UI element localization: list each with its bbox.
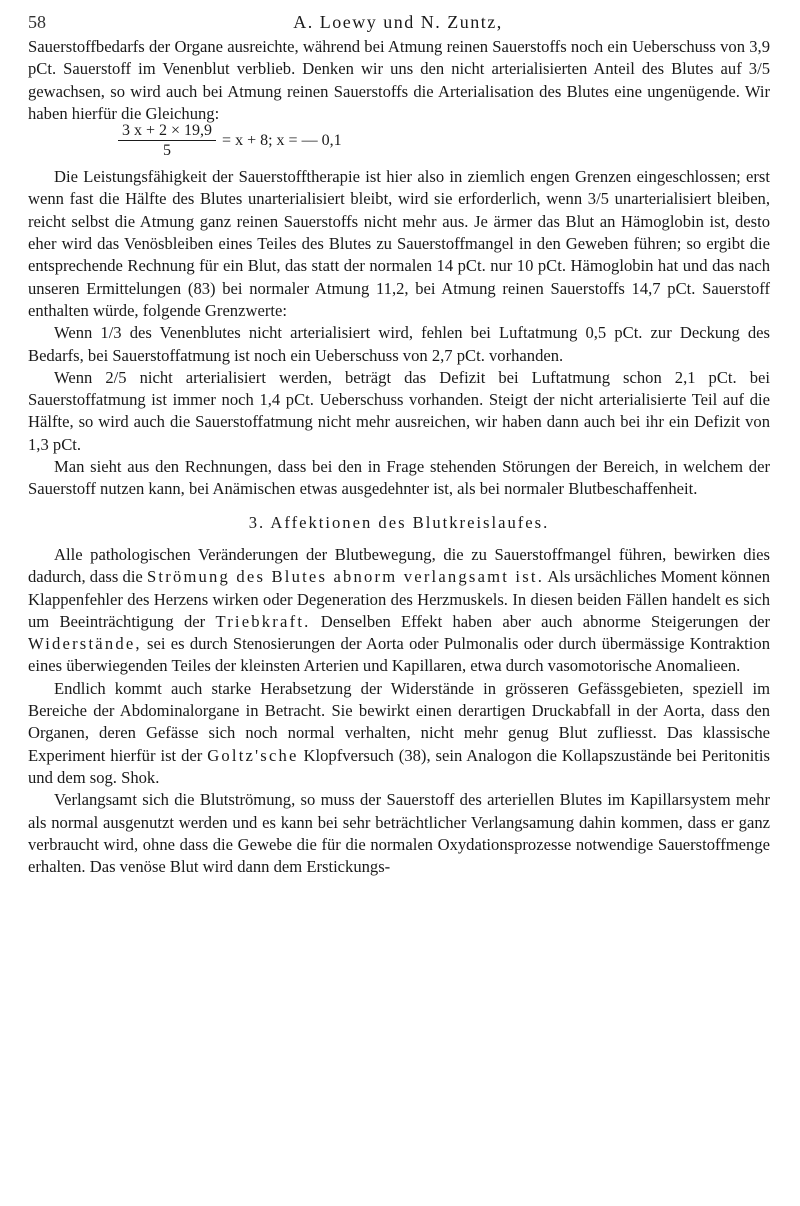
paragraph-anemic-conclusion: Man sieht aus den Rechnungen, dass bei den in Frage stehenden Störungen der Bereich, in welchem der Sauerstoff nutzen kann, bei Anämischen etwas ausgedehnter ist, als bei normaler Blutbeschaffenheit. — [28, 457, 770, 499]
equation-fraction — [118, 122, 216, 160]
text-run: Klopfversuch (38), sein Analogon die Kollapszustände bei Peritonitis und dem sog. Shok. — [28, 745, 770, 787]
emphasis-spaced: Widerstände, — [28, 634, 142, 654]
running-title: A. Loewy und N. Zuntz, — [293, 12, 503, 32]
body-text — [28, 36, 770, 878]
equation-denominator: 5 — [163, 142, 172, 160]
paragraph-two-fifths-case: Wenn 2/5 nicht arterialisiert werden, beträgt das Defizit bei Luftatmung schon 2,1 pCt. bei Sauerstoffatmung ist immer noch 1,4 pCt. Ueberschuss vorhanden. Steigt der nicht arterialisierte Teil auf die Hälfte, so wird auch die Sauerstoffatmung nicht mehr ausreichen, wir haben dann auch bei ihr ein Defizit von 1,3 pCt. — [28, 367, 770, 454]
paragraph-one-third-case: Wenn 1/3 des Venenblutes nicht arterialisiert wird, fehlen bei Luftatmung 0,5 pCt. zur Deckung des Bedarfs, bei Sauerstoffatmung ist noch ein Ueberschuss von 2,7 pCt. vorhanden. — [28, 323, 770, 365]
paragraph-resistance-reduction — [28, 678, 770, 789]
section-heading: 3. Affektionen des Blutkreislaufes. — [248, 512, 550, 532]
emphasis-spaced: Triebkraft. — [215, 611, 311, 631]
text-run: sei es durch Stenosierungen der Aorta oder Pulmonalis oder durch übermässige Kontraktion eines überwiegenden Teiles der kleinsten Arterien und Kapillaren, etwa durch vasomotorische Anomalieen. — [28, 634, 770, 676]
text-run: Denselben Effekt haben aber auch abnorme Steigerungen der — [320, 611, 771, 631]
equation-numerator: 3 x + 2 × 19,9 — [118, 122, 216, 141]
book-page — [28, 0, 790, 1206]
page-number: 58 — [28, 12, 46, 32]
text-run: Als ursächliches Moment können Klappenfehler des Herzens wirken oder Degeneration des Herzmuskels. In diesen beiden Fällen handelt es sich um Beeinträchtigung der — [28, 567, 770, 631]
running-head — [28, 10, 768, 34]
equation-result: = x + 8; x = — 0,1 — [222, 132, 342, 150]
paragraph-slowed-flow: Verlangsamt sich die Blutströmung, so muss der Sauerstoff des arteriellen Blutes im Kapillarsystem mehr als normal ausgenutzt werden und es kann bei sehr beträchtlicher Verlangsamung dahin kommen, dass er ganz verbraucht wird, ohne dass die Gewebe die für die normalen Oxydationsprozesse notwendige Sauerstoffmenge erhalten. Das venöse Blut wird dann dem Erstickungs- — [28, 790, 770, 877]
text-run: Alle pathologischen Veränderungen der Blutbewegung, die zu Sauerstoffmangel führen, bewirken dies dadurch, dass die — [28, 544, 770, 587]
emphasis-spaced: Strömung des Blutes abnorm verlangsamt ist. — [146, 567, 545, 587]
equation — [118, 122, 770, 160]
paragraph-circulation-changes — [28, 544, 770, 678]
emphasis-spaced: Goltz'sche — [207, 745, 299, 765]
paragraph-oxygen-demand: Sauerstoffbedarfs der Organe ausreichte, während bei Atmung reinen Sauerstoffs noch ein Ueberschuss von 3,9 pCt. Sauerstoff im Venenblut verblieb. Denken wir uns den nicht arterialisierten Anteil des Blutes auf 3/5 gewachsen, so wird auch bei Atmung reinen Sauerstoffs die Arterialisation des Blutes eine ungenügende. Wir haben hierfür die Gleichung: — [28, 37, 770, 123]
text-run: Endlich kommt auch starke Herabsetzung der Widerstände in grösseren Gefässgebieten, speziell im Bereiche der Abdominalorgane in Betracht. Sie bewirkt einen derartigen Druckabfall in der Aorta, dass den Organen, deren Gefässe sich noch normal verhalten, nicht mehr genug Blut zufliesst. Das klassische Experiment hierfür ist der — [28, 678, 770, 765]
paragraph-oxygen-therapy-limits: Die Leistungsfähigkeit der Sauerstofftherapie ist hier also in ziemlich engen Grenzen eingeschlossen; erst wenn fast die Hälfte des Blutes unarterialisiert bleibt, wird sie erforderlich, wenn 3/5 unarterialisiert bleiben, reicht selbst die Atmung ganz reinen Sauerstoffs nicht mehr aus. Je ärmer das Blut an Hämoglobin ist, desto eher wird das Venösbleiben eines Teiles des Blutes zu Sauerstoffmangel in den Geweben führen; so ergibt die entsprechende Rechnung für ein Blut, das statt der normalen 14 pCt. nur 10 pCt. Hämoglobin hat und das nach unseren Ermittelungen (83) bei normaler Atmung 11,2, bei Atmung reinen Sauerstoffs 14,7 pCt. Sauerstoff enthalten würde, folgende Grenzwerte: — [28, 167, 770, 320]
